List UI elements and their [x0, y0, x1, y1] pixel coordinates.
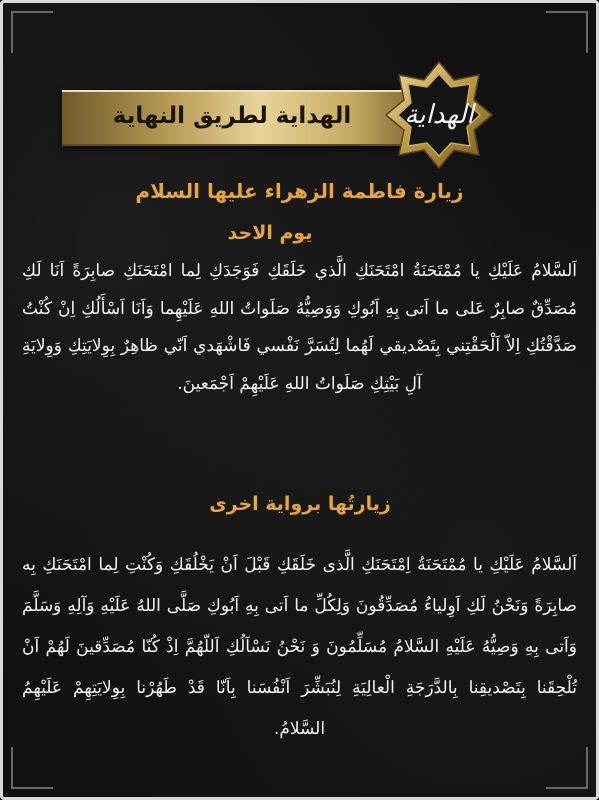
- prayer-text-1: اَلسَّلامُ عَلَيْكِ يا مُمْتَحَنَةُ امْتَحَنَكِ الَّذي خَلَقَكِ فَوَجَدَكِ لِما امْتَحَنَكِ صابِرَةً اَنَا لَكِ مُصَدِّقٌ صابِرٌ عَلى ما اَتى بِهِ اَبُوكِ وَوَصِيُّهُ صَلَواتُ اللهِ عَلَيْهِما وَاَنَا اَسْأَلُكِ اِنْ كُنْتُ صَدَّقْتُكِ اِلاّ اَلْحَقْتِني بِتَصْديقي لَهُما لِتُسَرَّ نَفْسي فَاشْهَدي اَنّي ظاهِرٌ بِوِلايَتِكِ وَوِلايَةِ آلِ بَيْتِكِ صَلَواتُ اللهِ عَلَيْهِمْ اَجْمَعينَ.: [22, 261, 577, 394]
- day-label: يوم الاحد: [227, 222, 313, 244]
- corner-ornament: [11, 747, 53, 789]
- corner-ornament: [546, 11, 588, 53]
- corner-ornament: [546, 747, 588, 789]
- section-subtitle: زيارتُها برواية اخرى: [209, 493, 391, 515]
- banner-title: الهداية لطريق النهاية: [112, 103, 352, 129]
- emblem-logo-text: الهداية: [404, 100, 474, 130]
- corner-ornament: [11, 11, 53, 53]
- prayer-text-2: اَلسَّلامُ عَلَيْكِ يا مُمْتَحَنَةُ اِمْتَحَنَكِ الَّذى خَلَقَكِ قَبْلَ اَنْ يَخْلُقَكِ وَكُنْتِ لِما امْتَحَنَكِ بِه صابِرَةً وَنَحْنُ لَكِ اَوِلياءُ مُصَدِّقُونَ وَلِكُلِّ ما اَتى بِهِ اَبُوكِ صَلَّى اللهُ عَلَيْهِ وَآلِهِ وَسَلَّمَ وَاَتى بِهِ وَصِيُّهُ عَلَيْهِ السَّلامُ مُسَلِّمُونَ وَ نَحْنُ نَسْاَلُكِ اَللّهُمَّ اِذْ كُنّا مُصَدِّقينَ لَهُمْ اَنْ تُلْحِقَنا بِتَصْديقِنا بِالدَّرَجَةِ الْعالِيَةِ لِنُبَشِّرَ اَنْفُسَنا بِاَنّا قَدْ طَهُرْنا بِوِلايَتِهِمْ عَلَيْهِمُ السَّلامُ.: [22, 555, 577, 739]
- page-title: زيارة فاطمة الزهراء عليها السلام: [135, 179, 464, 203]
